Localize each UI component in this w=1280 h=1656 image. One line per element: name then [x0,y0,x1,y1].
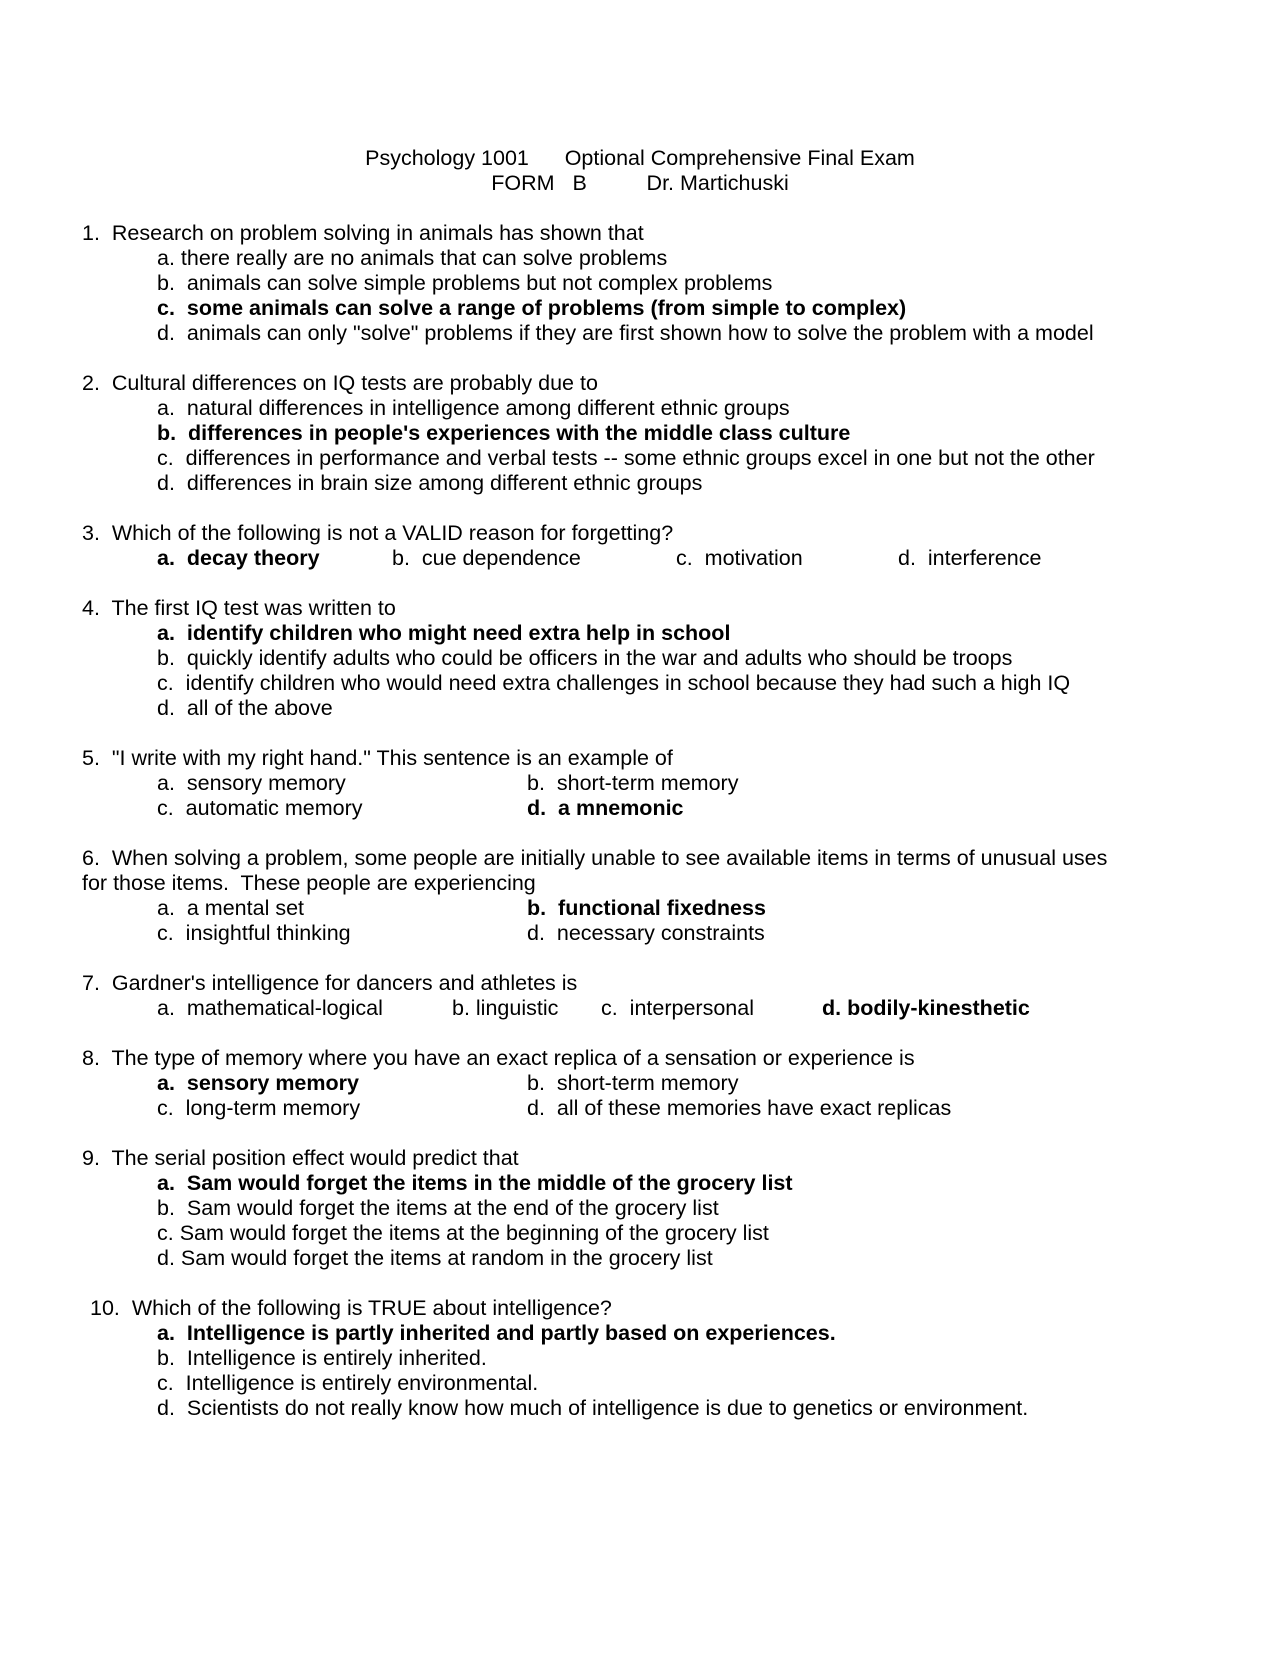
question-stem: 4. The first IQ test was written to [82,596,396,620]
option-a-correct: a. identify children who might need extra help in school [157,621,731,645]
option-a-correct: a. sensory memory [157,1071,359,1095]
option-c: c. identify children who would need extra challenges in school because they had such a high IQ [157,671,1071,695]
option-b: b. Intelligence is entirely inherited. [157,1346,487,1370]
option-a: a. mathematical-logical [157,996,383,1020]
option-d: d. Scientists do not really know how much of intelligence is due to genetics or environment. [157,1396,1029,1420]
option-b: b. short-term memory [527,1071,739,1095]
option-c: c. automatic memory [157,796,363,820]
question-stem: 10. Which of the following is TRUE about intelligence? [90,1296,612,1320]
option-b: b. short-term memory [527,771,739,795]
option-d: d. animals can only "solve" problems if they are first shown how to solve the problem with a model [157,321,1094,345]
option-b-correct: b. differences in people's experiences with the middle class culture [157,421,851,445]
option-b: b. Sam would forget the items at the end of the grocery list [157,1196,719,1220]
option-a-correct: a. decay theory [157,546,320,570]
option-d: d. all of these memories have exact replicas [527,1096,952,1120]
question-stem: 1. Research on problem solving in animals has shown that [82,221,644,245]
option-d: d. necessary constraints [527,921,765,945]
option-c: c. interpersonal [601,996,754,1020]
option-d-correct: d. a mnemonic [527,796,684,820]
option-d: d. all of the above [157,696,333,720]
option-c: c. insightful thinking [157,921,351,945]
exam-title: Psychology 1001 Optional Comprehensive Final Exam [365,146,915,170]
option-b: b. linguistic [452,996,559,1020]
option-d: d. interference [898,546,1042,570]
option-d: d. Sam would forget the items at random in the grocery list [157,1246,713,1270]
option-b: b. cue dependence [392,546,581,570]
option-a: a. a mental set [157,896,304,920]
question-stem: 7. Gardner's intelligence for dancers and athletes is [82,971,578,995]
option-a-correct: a. Intelligence is partly inherited and partly based on experiences. [157,1321,836,1345]
question-stem: 9. The serial position effect would predict that [82,1146,519,1170]
option-a: a. there really are no animals that can solve problems [157,246,668,270]
option-c: c. motivation [676,546,803,570]
option-c: c. differences in performance and verbal tests -- some ethnic groups excel in one but not the other [157,446,1095,470]
option-a: a. sensory memory [157,771,346,795]
option-c: c. long-term memory [157,1096,361,1120]
option-c: c. Intelligence is entirely environmental. [157,1371,539,1395]
question-stem: 5. "I write with my right hand." This sentence is an example of [82,746,673,770]
option-d: d. differences in brain size among different ethnic groups [157,471,703,495]
question-stem: 3. Which of the following is not a VALID reason for forgetting? [82,521,674,545]
option-b: b. animals can solve simple problems but not complex problems [157,271,773,295]
option-c: c. Sam would forget the items at the beginning of the grocery list [157,1221,769,1245]
option-a-correct: a. Sam would forget the items in the middle of the grocery list [157,1171,793,1195]
option-c-correct: c. some animals can solve a range of problems (from simple to complex) [157,296,907,320]
exam-form-and-instructor: FORM B Dr. Martichuski [491,171,789,195]
option-b-correct: b. functional fixedness [527,896,766,920]
question-stem: 8. The type of memory where you have an exact replica of a sensation or experience is [82,1046,915,1070]
option-a: a. natural differences in intelligence among different ethnic groups [157,396,790,420]
option-d-correct: d. bodily-kinesthetic [822,996,1030,1020]
question-stem-line-2: for those items. These people are experiencing [82,871,536,895]
option-b: b. quickly identify adults who could be officers in the war and adults who should be troops [157,646,1013,670]
question-stem: 2. Cultural differences on IQ tests are probably due to [82,371,598,395]
question-stem-line-1: 6. When solving a problem, some people are initially unable to see available items in terms of unusual uses [82,846,1108,870]
